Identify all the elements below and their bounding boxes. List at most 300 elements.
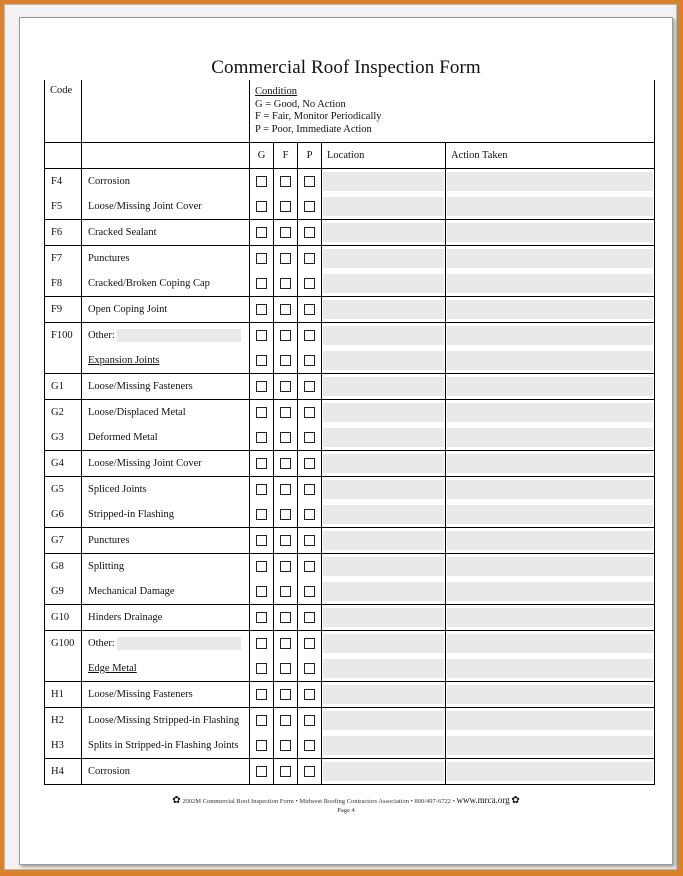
row-description <box>82 579 250 605</box>
condition-f-checkbox[interactable] <box>280 432 291 443</box>
location-input[interactable] <box>323 326 444 345</box>
condition-g-checkbox[interactable] <box>256 432 267 443</box>
condition-p-cell <box>298 502 322 528</box>
row-code: F8 <box>45 271 82 297</box>
other-text-field[interactable] <box>117 329 241 342</box>
condition-f-checkbox[interactable] <box>280 458 291 469</box>
condition-g-cell <box>250 219 274 245</box>
inspection-table <box>44 80 655 785</box>
action-input[interactable] <box>447 736 653 755</box>
row-description-text: Punctures <box>88 534 130 546</box>
condition-g-checkbox[interactable] <box>256 381 267 392</box>
row-description-text: Other: <box>88 637 115 649</box>
condition-poor: P = Poor, Immediate Action <box>255 123 372 135</box>
location-cell <box>322 194 446 220</box>
location-cell <box>322 451 446 477</box>
footer-text: 2002M Commercial Roof Inspection Form • Midwest Roofing Contractors Association • 800/497-6722 • <box>182 798 455 805</box>
condition-p-cell <box>298 348 322 374</box>
action-input[interactable] <box>447 274 653 293</box>
location-cell <box>322 168 446 194</box>
condition-f-checkbox[interactable] <box>280 304 291 315</box>
condition-g-cell <box>250 759 274 785</box>
condition-p-cell <box>298 682 322 708</box>
action-cell <box>446 322 655 348</box>
row-code <box>45 348 82 374</box>
location-input[interactable] <box>323 762 444 781</box>
other-text-field[interactable] <box>117 637 241 650</box>
condition-g-cell <box>250 553 274 579</box>
row-description <box>82 605 250 631</box>
row-description-text: Loose/Missing Stripped-in Flashing <box>88 715 240 727</box>
blank-desc-cell <box>82 142 250 168</box>
condition-p-checkbox[interactable] <box>304 612 315 623</box>
location-cell <box>322 476 446 502</box>
row-description <box>82 322 250 348</box>
row-description <box>82 168 250 194</box>
condition-f-checkbox[interactable] <box>280 176 291 187</box>
row-description <box>82 245 250 271</box>
action-input[interactable] <box>447 403 653 422</box>
action-input[interactable] <box>447 249 653 268</box>
action-input[interactable] <box>447 428 653 447</box>
action-cell <box>446 682 655 708</box>
location-input[interactable] <box>323 505 444 524</box>
row-description-text: Expansion Joints <box>88 354 160 366</box>
table-row <box>45 579 655 605</box>
condition-f-checkbox[interactable] <box>280 484 291 495</box>
action-input[interactable] <box>447 608 653 627</box>
row-description <box>82 528 250 554</box>
action-input[interactable] <box>447 197 653 216</box>
condition-p-checkbox[interactable] <box>304 458 315 469</box>
condition-f-checkbox[interactable] <box>280 638 291 649</box>
condition-f-checkbox[interactable] <box>280 689 291 700</box>
row-description-text: Stripped-in Flashing <box>88 509 175 521</box>
condition-f-cell <box>274 322 298 348</box>
row-description <box>82 733 250 759</box>
row-code: H4 <box>45 759 82 785</box>
row-code: G9 <box>45 579 82 605</box>
action-input[interactable] <box>447 582 653 601</box>
condition-f-checkbox[interactable] <box>280 715 291 726</box>
action-cell <box>446 502 655 528</box>
condition-f-cell <box>274 528 298 554</box>
condition-p-checkbox[interactable] <box>304 201 315 212</box>
condition-p-checkbox[interactable] <box>304 253 315 264</box>
table-row <box>45 219 655 245</box>
condition-g-checkbox[interactable] <box>256 740 267 751</box>
condition-g-checkbox[interactable] <box>256 355 267 366</box>
document-page <box>19 17 673 865</box>
location-input[interactable] <box>323 557 444 576</box>
condition-f-cell <box>274 733 298 759</box>
location-cell <box>322 605 446 631</box>
condition-f-checkbox[interactable] <box>280 201 291 212</box>
condition-p-checkbox[interactable] <box>304 509 315 520</box>
table-row <box>45 194 655 220</box>
location-input[interactable] <box>323 300 444 319</box>
row-description-text: Splitting <box>88 560 125 572</box>
condition-p-cell <box>298 707 322 733</box>
blank-header <box>82 80 250 142</box>
action-cell <box>446 245 655 271</box>
location-cell <box>322 399 446 425</box>
location-input[interactable] <box>323 480 444 499</box>
action-cell <box>446 168 655 194</box>
condition-p-cell <box>298 374 322 400</box>
condition-p-checkbox[interactable] <box>304 561 315 572</box>
condition-p-cell <box>298 553 322 579</box>
action-input[interactable] <box>447 711 653 730</box>
location-input[interactable] <box>323 223 444 242</box>
condition-p-cell <box>298 630 322 656</box>
location-input[interactable] <box>323 659 444 678</box>
location-input[interactable] <box>323 428 444 447</box>
condition-g-cell <box>250 605 274 631</box>
row-code: G2 <box>45 399 82 425</box>
condition-p-cell <box>298 245 322 271</box>
condition-p-checkbox[interactable] <box>304 432 315 443</box>
condition-g-checkbox[interactable] <box>256 612 267 623</box>
row-description <box>82 502 250 528</box>
location-input[interactable] <box>323 608 444 627</box>
row-description <box>82 425 250 451</box>
condition-g-checkbox[interactable] <box>256 689 267 700</box>
viewer-background <box>4 4 677 870</box>
row-description-text: Corrosion <box>88 175 130 187</box>
condition-good: G = Good, No Action <box>255 98 346 110</box>
condition-f-cell <box>274 630 298 656</box>
action-cell <box>446 476 655 502</box>
condition-g-cell <box>250 682 274 708</box>
condition-p-checkbox[interactable] <box>304 689 315 700</box>
action-cell <box>446 579 655 605</box>
condition-g-checkbox[interactable] <box>256 253 267 264</box>
location-input[interactable] <box>323 582 444 601</box>
condition-g-cell <box>250 399 274 425</box>
row-description <box>82 759 250 785</box>
mrca-logo-icon: ✿ <box>172 795 181 806</box>
location-cell <box>322 528 446 554</box>
table-row <box>45 502 655 528</box>
condition-p-cell <box>298 656 322 682</box>
row-description-text: Cracked/Broken Coping Cap <box>88 277 210 289</box>
row-code: G6 <box>45 502 82 528</box>
action-input[interactable] <box>447 634 653 653</box>
condition-p-checkbox[interactable] <box>304 715 315 726</box>
location-input[interactable] <box>323 377 444 396</box>
condition-f-checkbox[interactable] <box>280 227 291 238</box>
table-row <box>45 733 655 759</box>
condition-g-checkbox[interactable] <box>256 330 267 341</box>
row-code: G1 <box>45 374 82 400</box>
condition-p-checkbox[interactable] <box>304 278 315 289</box>
row-code: G10 <box>45 605 82 631</box>
action-input[interactable] <box>447 377 653 396</box>
action-input[interactable] <box>447 326 653 345</box>
condition-g-cell <box>250 374 274 400</box>
condition-f-checkbox[interactable] <box>280 740 291 751</box>
action-input[interactable] <box>447 300 653 319</box>
condition-g-cell <box>250 656 274 682</box>
location-cell <box>322 271 446 297</box>
row-description <box>82 194 250 220</box>
location-cell <box>322 374 446 400</box>
condition-p-cell <box>298 219 322 245</box>
action-cell <box>446 733 655 759</box>
location-cell <box>322 245 446 271</box>
condition-p-checkbox[interactable] <box>304 484 315 495</box>
table-row <box>45 322 655 348</box>
condition-p-cell <box>298 451 322 477</box>
location-input[interactable] <box>323 172 444 191</box>
location-cell <box>322 219 446 245</box>
condition-g-checkbox[interactable] <box>256 278 267 289</box>
action-input[interactable] <box>447 762 653 781</box>
action-cell <box>446 605 655 631</box>
location-input[interactable] <box>323 634 444 653</box>
condition-f-checkbox[interactable] <box>280 586 291 597</box>
action-input[interactable] <box>447 659 653 678</box>
condition-f-checkbox[interactable] <box>280 330 291 341</box>
condition-g-cell <box>250 502 274 528</box>
action-input[interactable] <box>447 454 653 473</box>
condition-g-checkbox[interactable] <box>256 201 267 212</box>
condition-f-checkbox[interactable] <box>280 253 291 264</box>
location-input[interactable] <box>323 454 444 473</box>
row-code: G4 <box>45 451 82 477</box>
col-action-header: Action Taken <box>446 142 655 168</box>
condition-g-checkbox[interactable] <box>256 638 267 649</box>
action-input[interactable] <box>447 557 653 576</box>
row-code: F9 <box>45 296 82 322</box>
condition-p-checkbox[interactable] <box>304 176 315 187</box>
condition-p-checkbox[interactable] <box>304 381 315 392</box>
location-input[interactable] <box>323 736 444 755</box>
location-cell <box>322 759 446 785</box>
condition-g-checkbox[interactable] <box>256 715 267 726</box>
action-cell <box>446 707 655 733</box>
condition-f-checkbox[interactable] <box>280 381 291 392</box>
location-cell <box>322 425 446 451</box>
location-input[interactable] <box>323 403 444 422</box>
table-row <box>45 553 655 579</box>
location-cell <box>322 579 446 605</box>
condition-g-checkbox[interactable] <box>256 227 267 238</box>
row-code: G8 <box>45 553 82 579</box>
action-cell <box>446 656 655 682</box>
condition-f-checkbox[interactable] <box>280 278 291 289</box>
location-input[interactable] <box>323 711 444 730</box>
condition-g-cell <box>250 528 274 554</box>
row-code: G100 <box>45 630 82 656</box>
action-cell <box>446 374 655 400</box>
condition-f-checkbox[interactable] <box>280 766 291 777</box>
location-input[interactable] <box>323 197 444 216</box>
condition-f-cell <box>274 296 298 322</box>
location-cell <box>322 348 446 374</box>
condition-f-cell <box>274 759 298 785</box>
condition-p-checkbox[interactable] <box>304 740 315 751</box>
condition-f-cell <box>274 502 298 528</box>
location-input[interactable] <box>323 531 444 550</box>
condition-p-cell <box>298 476 322 502</box>
location-cell <box>322 733 446 759</box>
row-description-text: Mechanical Damage <box>88 586 175 598</box>
condition-p-checkbox[interactable] <box>304 304 315 315</box>
condition-f-cell <box>274 425 298 451</box>
condition-p-checkbox[interactable] <box>304 586 315 597</box>
table-row <box>45 707 655 733</box>
row-code <box>45 656 82 682</box>
condition-g-checkbox[interactable] <box>256 484 267 495</box>
condition-f-checkbox[interactable] <box>280 612 291 623</box>
condition-f-cell <box>274 399 298 425</box>
footer-website: www.mrca.org <box>456 795 510 805</box>
condition-label: Condition <box>255 86 298 97</box>
condition-legend <box>250 80 655 142</box>
row-code: F5 <box>45 194 82 220</box>
condition-g-checkbox[interactable] <box>256 561 267 572</box>
row-description-text: Spliced Joints <box>88 483 147 495</box>
col-p-header: P <box>298 142 322 168</box>
condition-f-checkbox[interactable] <box>280 407 291 418</box>
condition-p-checkbox[interactable] <box>304 355 315 366</box>
row-description-text: Loose/Missing Fasteners <box>88 380 193 392</box>
action-input[interactable] <box>447 223 653 242</box>
row-description-text: Loose/Missing Joint Cover <box>88 457 202 469</box>
row-description <box>82 476 250 502</box>
condition-g-cell <box>250 245 274 271</box>
row-description-text: Open Coping Joint <box>88 303 168 315</box>
action-cell <box>446 296 655 322</box>
row-code: F6 <box>45 219 82 245</box>
condition-p-checkbox[interactable] <box>304 766 315 777</box>
condition-f-cell <box>274 374 298 400</box>
location-cell <box>322 322 446 348</box>
row-description-text: Corrosion <box>88 766 130 778</box>
condition-f-checkbox[interactable] <box>280 535 291 546</box>
condition-f-checkbox[interactable] <box>280 355 291 366</box>
condition-g-cell <box>250 451 274 477</box>
row-description <box>82 348 250 374</box>
action-input[interactable] <box>447 505 653 524</box>
condition-g-checkbox[interactable] <box>256 535 267 546</box>
condition-g-cell <box>250 733 274 759</box>
action-input[interactable] <box>447 685 653 704</box>
condition-f-checkbox[interactable] <box>280 663 291 674</box>
location-input[interactable] <box>323 351 444 370</box>
table-row <box>45 296 655 322</box>
action-input[interactable] <box>447 172 653 191</box>
condition-f-checkbox[interactable] <box>280 561 291 572</box>
form-title: Commercial Roof Inspection Form <box>211 57 481 78</box>
condition-f-cell <box>274 476 298 502</box>
table-row <box>45 348 655 374</box>
condition-p-checkbox[interactable] <box>304 407 315 418</box>
condition-g-checkbox[interactable] <box>256 304 267 315</box>
condition-g-checkbox[interactable] <box>256 176 267 187</box>
condition-g-checkbox[interactable] <box>256 509 267 520</box>
row-description <box>82 656 250 682</box>
condition-g-checkbox[interactable] <box>256 458 267 469</box>
condition-g-checkbox[interactable] <box>256 407 267 418</box>
table-row <box>45 451 655 477</box>
location-input[interactable] <box>323 274 444 293</box>
condition-p-cell <box>298 296 322 322</box>
condition-g-cell <box>250 348 274 374</box>
condition-g-cell <box>250 425 274 451</box>
location-input[interactable] <box>323 685 444 704</box>
footer-page-number: Page 4 <box>337 807 355 814</box>
location-cell <box>322 682 446 708</box>
condition-f-cell <box>274 579 298 605</box>
location-cell <box>322 656 446 682</box>
table-row <box>45 271 655 297</box>
action-cell <box>446 425 655 451</box>
action-cell <box>446 399 655 425</box>
action-input[interactable] <box>447 351 653 370</box>
action-cell <box>446 219 655 245</box>
code-header: Code <box>45 80 82 142</box>
condition-p-checkbox[interactable] <box>304 330 315 341</box>
mrca-logo-icon-right: ✿ <box>511 795 520 806</box>
condition-f-cell <box>274 605 298 631</box>
row-description-text: Edge Metal <box>88 663 137 675</box>
row-description <box>82 707 250 733</box>
condition-p-cell <box>298 399 322 425</box>
condition-g-cell <box>250 271 274 297</box>
row-code: G5 <box>45 476 82 502</box>
action-cell <box>446 630 655 656</box>
location-cell <box>322 296 446 322</box>
condition-g-checkbox[interactable] <box>256 663 267 674</box>
row-description <box>82 399 250 425</box>
row-code: G3 <box>45 425 82 451</box>
condition-g-checkbox[interactable] <box>256 766 267 777</box>
table-row <box>45 425 655 451</box>
condition-g-cell <box>250 579 274 605</box>
row-description-text: Loose/Missing Fasteners <box>88 689 193 701</box>
table-row <box>45 656 655 682</box>
condition-p-cell <box>298 733 322 759</box>
action-cell <box>446 348 655 374</box>
condition-p-checkbox[interactable] <box>304 227 315 238</box>
row-description <box>82 219 250 245</box>
condition-p-checkbox[interactable] <box>304 638 315 649</box>
condition-f-cell <box>274 348 298 374</box>
condition-p-checkbox[interactable] <box>304 663 315 674</box>
condition-p-checkbox[interactable] <box>304 535 315 546</box>
condition-g-checkbox[interactable] <box>256 586 267 597</box>
location-input[interactable] <box>323 249 444 268</box>
condition-f-cell <box>274 553 298 579</box>
action-cell <box>446 759 655 785</box>
condition-p-cell <box>298 528 322 554</box>
row-code: H2 <box>45 707 82 733</box>
action-cell <box>446 194 655 220</box>
condition-g-cell <box>250 296 274 322</box>
table-row <box>45 682 655 708</box>
row-description <box>82 553 250 579</box>
action-cell <box>446 528 655 554</box>
action-input[interactable] <box>447 531 653 550</box>
condition-f-cell <box>274 219 298 245</box>
action-cell <box>446 451 655 477</box>
table-row <box>45 245 655 271</box>
condition-f-checkbox[interactable] <box>280 509 291 520</box>
action-input[interactable] <box>447 480 653 499</box>
